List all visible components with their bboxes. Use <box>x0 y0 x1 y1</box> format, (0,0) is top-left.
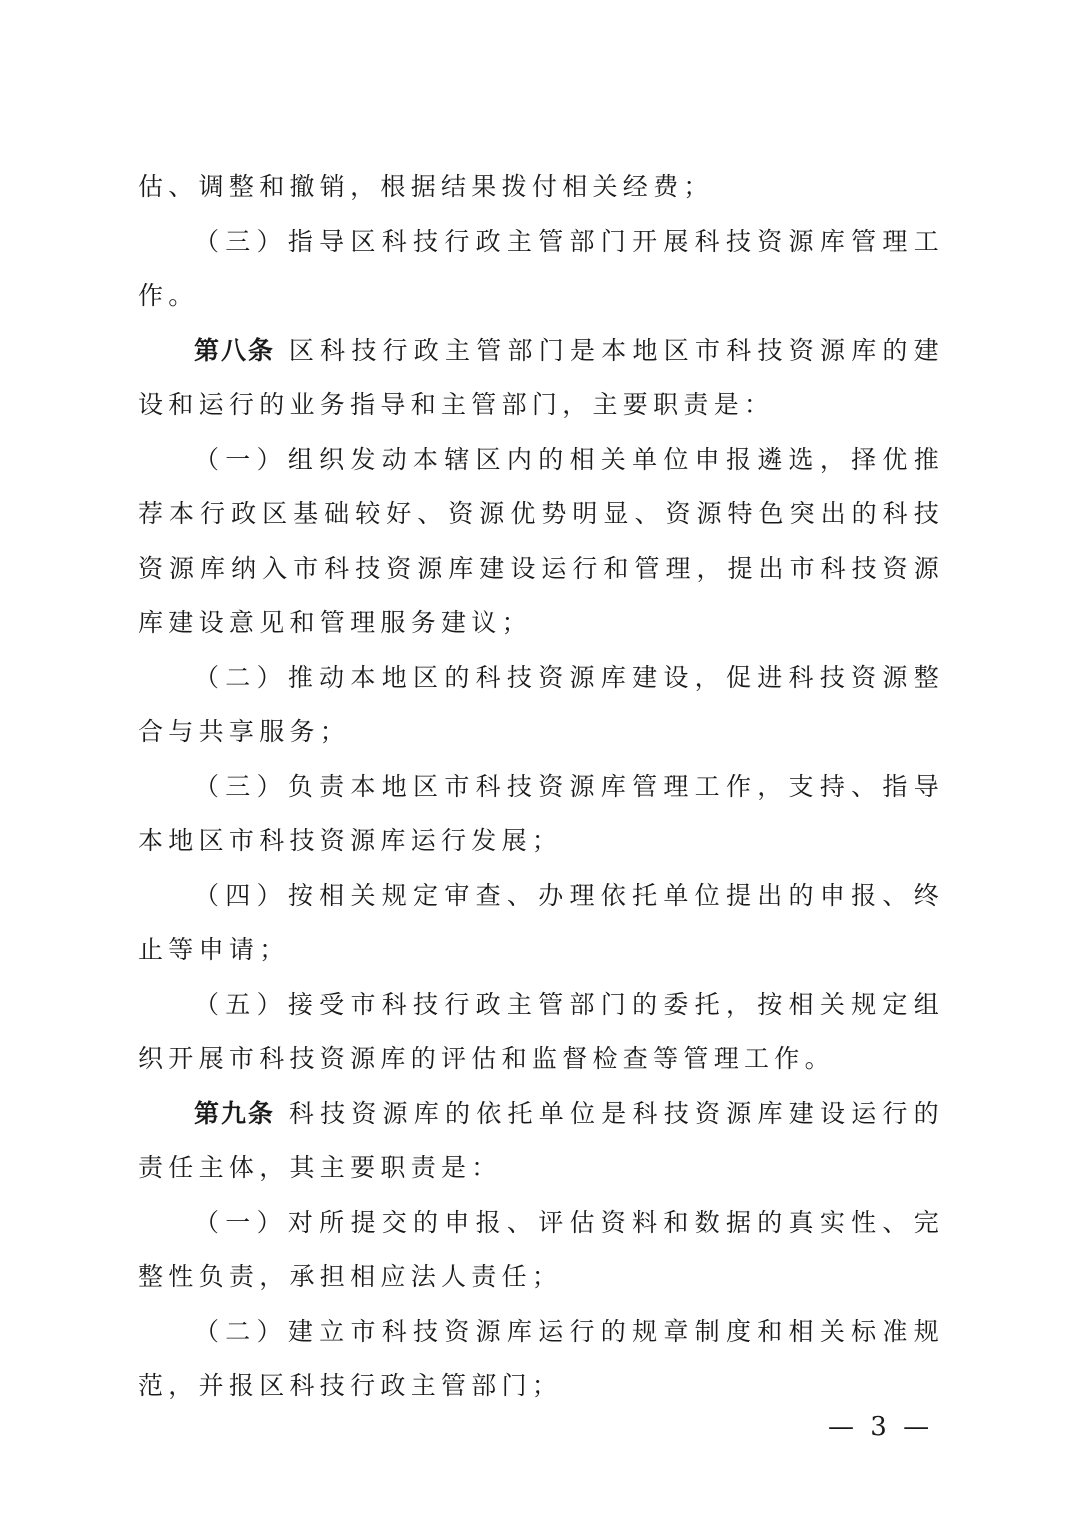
paragraph-text: （五）接受市科技行政主管部门的委托，按相关规定组织开展市科技资源库的评估和监督检查等管理工作。 <box>138 989 944 1073</box>
article-9 <box>138 1087 944 1196</box>
paragraph-11 <box>138 1305 944 1414</box>
paragraph-text: 估、调整和撤销，根据结果拨付相关经费； <box>138 172 714 201</box>
paragraph-10 <box>138 1196 944 1305</box>
paragraph-text: （一）组织发动本辖区内的相关单位申报遴选，择优推荐本行政区基础较好、资源优势明显、资源特色突出的科技资源库纳入市科技资源库建设运行和管理，提出市科技资源库建设意见和管理服务建议； <box>138 444 944 637</box>
paragraph-1 <box>138 160 944 215</box>
page-number: — 3 — <box>828 1412 934 1442</box>
paragraph-text: 科技资源库的依托单位是科技资源库建设运行的责任主体，其主要职责是： <box>138 1098 944 1182</box>
paragraph-4 <box>138 433 944 651</box>
paragraph-text: （三）负责本地区市科技资源库管理工作，支持、指导本地区市科技资源库运行发展； <box>138 771 944 855</box>
paragraph-2 <box>138 215 944 324</box>
article-number: 第九条 <box>194 1098 275 1128</box>
paragraph-text: 区科技行政主管部门是本地区市科技资源库的建设和运行的业务指导和主管部门，主要职责是： <box>138 335 944 419</box>
document-body <box>138 160 944 1414</box>
paragraph-text: （三）指导区科技行政主管部门开展科技资源库管理工作。 <box>138 226 944 310</box>
article-8 <box>138 324 944 433</box>
paragraph-5 <box>138 651 944 760</box>
paragraph-text: （二）建立市科技资源库运行的规章制度和相关标准规范，并报区科技行政主管部门； <box>138 1316 944 1400</box>
paragraph-7 <box>138 869 944 978</box>
article-number: 第八条 <box>194 335 275 365</box>
paragraph-8 <box>138 978 944 1087</box>
paragraph-6 <box>138 760 944 869</box>
paragraph-text: （四）按相关规定审查、办理依托单位提出的申报、终止等申请； <box>138 880 944 964</box>
paragraph-text: （一）对所提交的申报、评估资料和数据的真实性、完整性负责，承担相应法人责任； <box>138 1207 944 1291</box>
paragraph-text: （二）推动本地区的科技资源库建设，促进科技资源整合与共享服务； <box>138 662 944 746</box>
